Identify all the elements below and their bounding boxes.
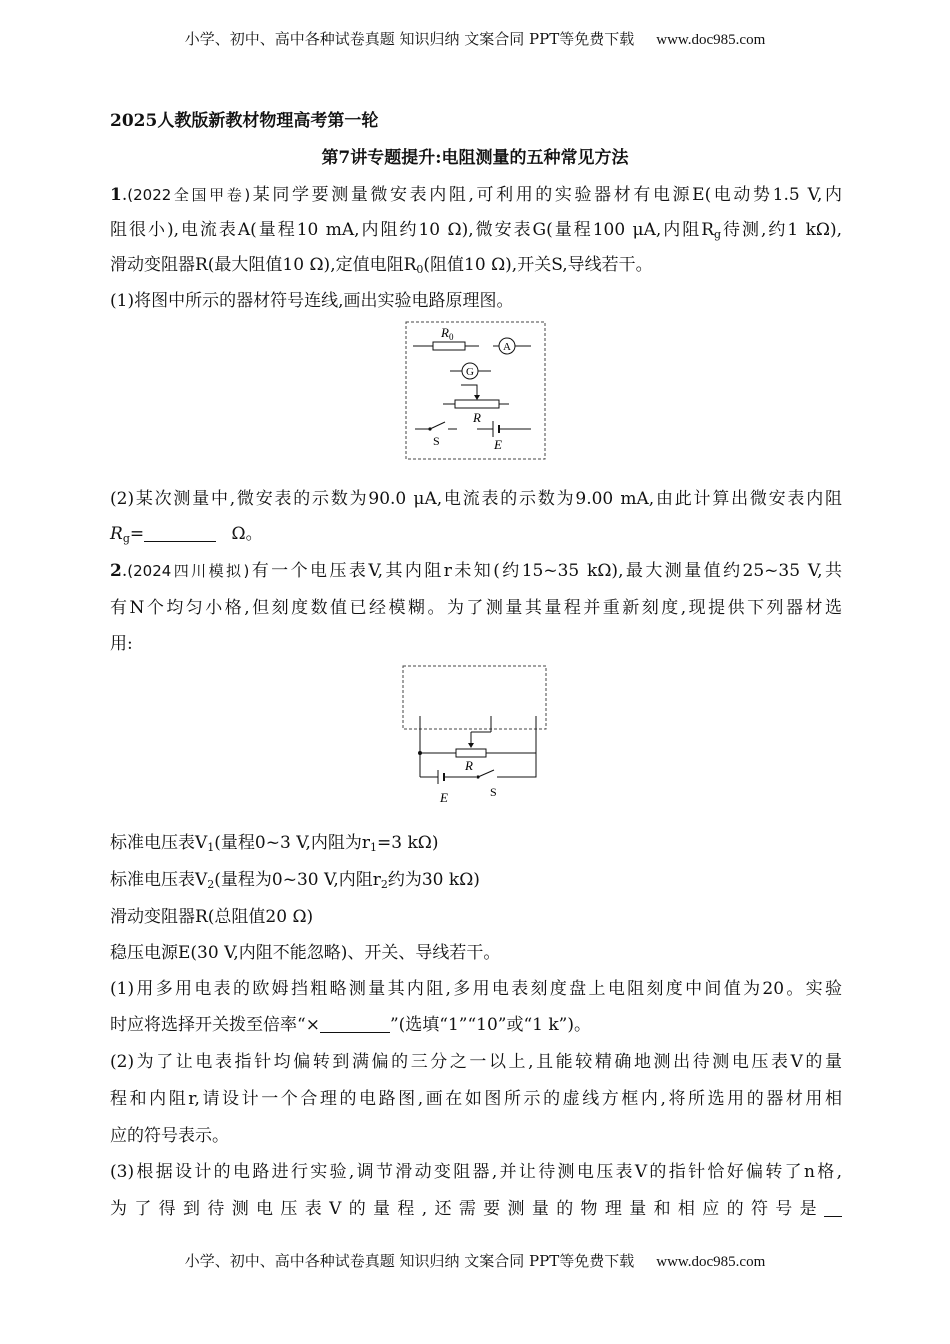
- q2-line2: 有N个均匀小格,但刻度数值已经模糊。为了测量其量程并重新刻度,现提供下列器材选: [110, 598, 842, 618]
- q1-rg-symbol: R: [110, 524, 123, 544]
- q2-equipment-rheostat: 滑动变阻器R(总阻值20 Ω): [110, 907, 314, 927]
- r0-label: $R_0$: [441, 325, 454, 342]
- eq2-text-end: 约为30 kΩ): [387, 870, 480, 890]
- q2-source: (2024四川模拟): [127, 562, 250, 580]
- q2-part1-text: 时应将选择开关拨至倍率“×: [110, 1015, 320, 1035]
- q2-switch-label: S: [490, 785, 497, 799]
- ammeter-label: A: [503, 341, 511, 353]
- q1-part2-line2: [110, 519, 842, 545]
- q1-text-2-end: 待测,约1 kΩ),: [721, 220, 842, 240]
- eq1-sub2: 1: [370, 841, 378, 854]
- q1-text-3-end: (阻值10 Ω),开关S,导线若干。: [423, 255, 653, 275]
- battery-label: E: [494, 437, 502, 452]
- switch-blade: [430, 422, 445, 429]
- q2-line3: 用:: [110, 634, 133, 654]
- page-header: [0, 28, 950, 49]
- q2-slider-arrow: [468, 743, 474, 748]
- header-text: 小学、初中、高中各种试卷真题 知识归纳 文案合同 PPT等免费下载: [184, 30, 635, 48]
- series-title: 2025人教版新教材物理高考第一轮: [110, 111, 379, 131]
- q2-part2-line2: 程和内阻r,请设计一个合理的电路图,画在如图所示的虚线方框内,将所选用的器材用相: [110, 1089, 842, 1109]
- q2-part1-line1: (1)用多用电表的欧姆挡粗略测量其内阻,多用电表刻度盘上电阻刻度中间值为20。实验: [110, 979, 842, 999]
- eq2-text: 标准电压表V: [110, 870, 208, 890]
- q1-sub-g: g: [714, 228, 722, 241]
- q2-circuit-figure: [400, 664, 550, 806]
- q2-battery-label: E: [440, 790, 448, 805]
- q2-switch-blade: [478, 770, 494, 777]
- q1-answer-blank[interactable]: [144, 524, 216, 542]
- q2-number: 2: [110, 561, 122, 581]
- eq1-sub: 1: [207, 841, 215, 854]
- q2-equipment-v1: [110, 828, 842, 854]
- r0-resistor: [433, 342, 465, 350]
- q1-circuit-figure: [405, 321, 547, 461]
- q1-number: 1: [110, 185, 122, 205]
- q2-equipment-v2: [110, 865, 842, 891]
- q2-rheostat-resistor: [456, 749, 486, 757]
- q2-part2-line1: (2)为了让电表指针均偏转到满偏的三分之一以上,且能较精确地测出待测电压表V的量: [110, 1052, 842, 1072]
- eq1-text-end: =3 kΩ): [377, 833, 439, 853]
- q1-part2-line1: (2)某次测量中,微安表的示数为90.0 μA,电流表的示数为9.00 mA,由此计算出微安表内阻: [110, 489, 842, 509]
- q2-part2-line3: 应的符号表示。: [110, 1126, 229, 1146]
- q2-part3-blank[interactable]: [824, 1199, 842, 1217]
- eq2-sub: 2: [207, 878, 215, 891]
- header-url[interactable]: www.doc985.com: [656, 32, 766, 48]
- switch-label: S: [433, 434, 440, 448]
- q2-line1: 2.(2024四川模拟)有一个电压表V,其内阻r未知(约15~35 kΩ),最大测量值约25~35 V,共: [110, 561, 842, 581]
- right-wire-bottom: [497, 753, 536, 777]
- q1-line2: [110, 215, 842, 241]
- page-footer: [0, 1250, 950, 1271]
- q1-text-2: 阻很小),电流表A(量程10 mA,内阻约10 Ω),微安表G(量程100 μA,内阻R: [110, 220, 715, 240]
- q2-part3-text: 为了得到待测电压表V的量程,还需要测量的物理量和相应的符号是: [110, 1199, 824, 1219]
- page-title: 第7讲专题提升:电阻测量的五种常见方法: [321, 148, 629, 168]
- q1-unit: Ω。: [231, 524, 263, 544]
- q1-text-3: 滑动变阻器R(最大阻值10 Ω),定值电阻R: [110, 255, 417, 275]
- q2-text-1: 有一个电压表V,其内阻r未知(约15~35 kΩ),最大测量值约25~35 V,共: [249, 561, 842, 581]
- q1-line3: [110, 250, 842, 276]
- q2-part3-line2: [110, 1194, 842, 1219]
- q1-part1: (1)将图中所示的器材符号连线,画出实验电路原理图。: [110, 291, 514, 311]
- q1-sub-0: 0: [416, 263, 424, 276]
- q1-equals: =: [129, 524, 145, 544]
- rheostat-arrow: [474, 395, 480, 400]
- q2-part1-blank[interactable]: [320, 1015, 390, 1033]
- rheostat-resistor: [455, 400, 499, 408]
- q2-part1-text-end: ”(选填“1”“10”或“1 k”)。: [389, 1015, 592, 1035]
- eq1-text: 标准电压表V: [110, 833, 208, 853]
- footer-url[interactable]: www.doc985.com: [656, 1254, 766, 1270]
- q2-dashed-box: [403, 666, 546, 729]
- eq2-sub2: 2: [380, 878, 388, 891]
- q1-dashed-box: [406, 322, 545, 459]
- q2-part3-line1: (3)根据设计的电路进行实验,调节滑动变阻器,并让待测电压表V的指针恰好偏转了n格,: [110, 1162, 842, 1182]
- rheostat-label: R: [473, 410, 481, 425]
- q1-rg-sub: g: [122, 532, 130, 545]
- q2-rheostat-label: R: [465, 758, 473, 773]
- q2-equipment-source: 稳压电源E(30 V,内阻不能忽略)、开关、导线若干。: [110, 943, 501, 963]
- q1-source: (2022全国甲卷): [127, 186, 251, 204]
- q2-part1-line2: [110, 1010, 842, 1035]
- q1-text-1: 某同学要测量微安表内阻,可利用的实验器材有电源E(电动势1.5 V,内: [250, 185, 842, 205]
- eq2-text-mid: (量程为0~30 V,内阻r: [214, 870, 381, 890]
- footer-text: 小学、初中、高中各种试卷真题 知识归纳 文案合同 PPT等免费下载: [184, 1252, 635, 1270]
- q1-line1: 1.(2022全国甲卷)某同学要测量微安表内阻,可利用的实验器材有电源E(电动势1.5 V,内: [110, 185, 842, 205]
- eq1-text-mid: (量程0~3 V,内阻为r: [214, 833, 371, 853]
- galvanometer-label: G: [466, 366, 474, 378]
